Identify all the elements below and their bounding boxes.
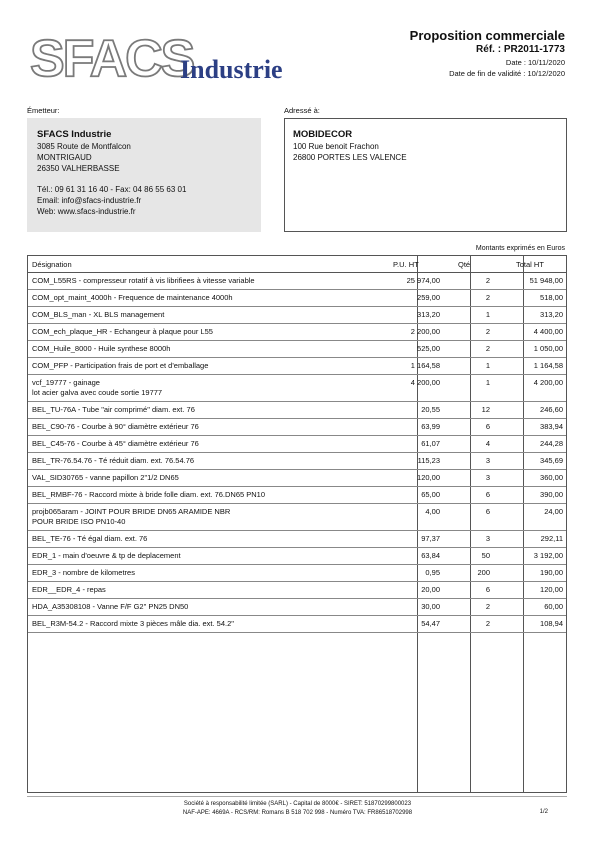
row-designation <box>28 582 394 598</box>
row-total: 292,11 <box>540 534 563 543</box>
row-unit-price: 20,00 <box>421 585 440 594</box>
validity-date: Date de fin de validité : 10/12/2020 <box>449 69 565 78</box>
designation-line: BEL_RMBF-76 - Raccord mixte à bride folle diam. ext. 76.DN65 PN10 <box>32 490 266 499</box>
row-total: 518,00 <box>540 293 563 302</box>
header-designation: Désignation <box>32 260 72 269</box>
row-unit-price: 54,47 <box>421 619 440 628</box>
row-designation <box>28 436 394 452</box>
table-row <box>28 504 566 531</box>
row-quantity: 1 <box>485 310 490 319</box>
table-row <box>28 436 566 453</box>
row-unit-price: 63,84 <box>421 551 440 560</box>
header-total: Total HT <box>516 260 544 269</box>
row-total: 60,00 <box>544 602 563 611</box>
header-qte: Qté <box>458 260 471 269</box>
row-total: 3 192,00 <box>533 551 563 560</box>
designation-line: COM_L55RS - compresseur rotatif à vis librifiees à vitesse variable <box>32 276 255 285</box>
document-header <box>410 28 565 79</box>
table-row <box>28 341 566 358</box>
row-total: 1 164,58 <box>533 361 563 370</box>
designation-line: BEL_TR-76.54.76 - Té réduit diam. ext. 76.54.76 <box>32 456 195 465</box>
row-designation <box>28 419 394 435</box>
row-unit-price: 20,55 <box>421 405 440 414</box>
row-quantity: 6 <box>485 490 490 499</box>
designation-line: projb065aram - JOINT POUR BRIDE DN65 ARAMIDE NBR <box>32 507 231 516</box>
table-row <box>28 375 566 402</box>
destinataire-box <box>284 118 567 232</box>
table-row <box>28 470 566 487</box>
designation-line: COM_PFP - Participation frais de port et d'emballage <box>32 361 209 370</box>
row-total: 120,00 <box>540 585 563 594</box>
designation-line: COM_opt_maint_4000h - Frequence de maintenance 4000h <box>32 293 233 302</box>
footer-line2: NAF-APE: 4669A - RCS/RM: Romans B 518 702 998 - Numéro TVA: FR86518702998 <box>182 810 413 816</box>
table-row <box>28 307 566 324</box>
designation-line: BEL_TE-76 - Té égal diam. ext. 76 <box>32 534 148 543</box>
designation-line: BEL_R3M-54.2 - Raccord mixte 3 pièces mâle dia. ext. 54.2" <box>32 619 234 628</box>
company-logo <box>30 30 320 88</box>
row-designation <box>28 358 394 374</box>
table-row <box>28 358 566 375</box>
emetteur-name: SFACS Industrie <box>37 129 112 140</box>
row-quantity: 2 <box>485 344 490 353</box>
table-row <box>28 290 566 307</box>
row-unit-price: 2 200,00 <box>410 327 440 336</box>
destinataire-address2: 26800 PORTES LES VALENCE <box>293 153 407 162</box>
row-designation <box>28 307 394 323</box>
currency-note: Montants exprimés en Euros <box>475 245 565 252</box>
row-designation <box>28 324 394 340</box>
designation-detail: lot acier galva avec coude sortie 19777 <box>32 388 163 397</box>
designation-line: EDR_3 - nombre de kilometres <box>32 568 135 577</box>
row-designation <box>28 402 394 418</box>
row-quantity: 2 <box>485 327 490 336</box>
row-unit-price: 65,00 <box>421 490 440 499</box>
items-table <box>27 255 567 793</box>
designation-detail: POUR BRIDE ISO PN10-40 <box>32 517 126 526</box>
row-total: 51 948,00 <box>529 276 563 285</box>
row-quantity: 2 <box>485 619 490 628</box>
row-total: 4 200,00 <box>533 378 563 387</box>
logo-suffix: Industrie <box>180 55 283 84</box>
table-row <box>28 487 566 504</box>
row-quantity: 6 <box>485 585 490 594</box>
emetteur-email: Email: info@sfacs-industrie.fr <box>37 196 142 205</box>
row-total: 244,28 <box>540 439 563 448</box>
row-designation <box>28 273 394 289</box>
row-total: 246,60 <box>540 405 563 414</box>
row-quantity: 1 <box>485 361 490 370</box>
row-unit-price: 313,20 <box>417 310 440 319</box>
row-total: 360,00 <box>540 473 563 482</box>
emetteur-box <box>27 118 261 232</box>
page-number: 1/2 <box>539 809 548 815</box>
emetteur-web: Web: www.sfacs-industrie.fr <box>37 207 136 216</box>
row-unit-price: 120,00 <box>417 473 440 482</box>
row-quantity: 2 <box>485 293 490 302</box>
row-designation <box>28 599 394 615</box>
destinataire-address1: 100 Rue benoit Frachon <box>293 142 379 151</box>
table-row <box>28 616 566 633</box>
emetteur-address3: 26350 VALHERBASSE <box>37 164 120 173</box>
table-row <box>28 531 566 548</box>
row-total: 383,94 <box>540 422 563 431</box>
row-total: 345,69 <box>540 456 563 465</box>
row-total: 4 400,00 <box>533 327 563 336</box>
footer-line1: Société à responsabilité limitée (SARL) - Capital de 8000€ - SIRET: 51870299800023 <box>183 801 412 807</box>
table-header <box>28 256 566 273</box>
row-unit-price: 259,00 <box>417 293 440 302</box>
designation-line: COM_Huile_8000 - Huile synthese 8000h <box>32 344 171 353</box>
row-designation <box>28 290 394 306</box>
row-unit-price: 25 974,00 <box>406 276 440 285</box>
destinataire-label: Adressé à: <box>284 106 320 115</box>
row-unit-price: 525,00 <box>417 344 440 353</box>
row-total: 190,00 <box>540 568 563 577</box>
destinataire-name: MOBIDECOR <box>293 129 353 140</box>
row-quantity: 6 <box>485 507 490 516</box>
row-quantity: 2 <box>485 602 490 611</box>
row-quantity: 12 <box>481 405 490 414</box>
designation-line: BEL_C90-76 - Courbe à 90° diamètre extérieur 76 <box>32 422 199 431</box>
row-unit-price: 4 200,00 <box>410 378 440 387</box>
document-title: Proposition commerciale <box>409 28 565 43</box>
row-quantity: 4 <box>485 439 490 448</box>
designation-line: vcf_19777 - gainage <box>32 378 100 387</box>
document-date: Date : 10/11/2020 <box>505 58 565 67</box>
logo-brand: SFACS <box>30 30 194 88</box>
row-quantity: 3 <box>485 456 490 465</box>
designation-line: EDR_1 - main d'oeuvre & tp de deplacement <box>32 551 181 560</box>
row-total: 1 050,00 <box>533 344 563 353</box>
table-row <box>28 324 566 341</box>
row-designation <box>28 341 394 357</box>
table-row <box>28 273 566 290</box>
document-ref: Réf. : PR2011-1773 <box>476 44 565 55</box>
row-total: 313,20 <box>540 310 563 319</box>
row-unit-price: 0,95 <box>425 568 440 577</box>
emetteur-label: Émetteur: <box>27 106 60 115</box>
row-unit-price: 4,00 <box>425 507 440 516</box>
emetteur-address2: MONTRIGAUD <box>37 153 92 162</box>
row-quantity: 2 <box>485 276 490 285</box>
table-row <box>28 582 566 599</box>
row-quantity: 50 <box>481 551 490 560</box>
row-designation <box>28 531 394 547</box>
row-designation <box>28 548 394 564</box>
table-row <box>28 402 566 419</box>
designation-line: BEL_C45-76 - Courbe à 45° diamètre extérieur 76 <box>32 439 199 448</box>
row-quantity: 6 <box>485 422 490 431</box>
row-quantity: 200 <box>477 568 490 577</box>
row-designation <box>28 616 394 632</box>
table-row <box>28 548 566 565</box>
designation-line: VAL_SID30765 - vanne papillon 2"1/2 DN65 <box>32 473 179 482</box>
designation-line: COM_ech_plaque_HR - Echangeur à plaque pour L55 <box>32 327 213 336</box>
table-body <box>28 273 566 633</box>
row-designation <box>28 487 394 503</box>
table-row <box>28 453 566 470</box>
row-designation <box>28 375 394 401</box>
row-designation <box>28 504 394 530</box>
emetteur-address1: 3085 Route de Montfalcon <box>37 142 131 151</box>
header-pu: P.U. HT <box>393 260 419 269</box>
row-total: 108,94 <box>540 619 563 628</box>
row-quantity: 3 <box>485 473 490 482</box>
table-row <box>28 565 566 582</box>
row-quantity: 1 <box>485 378 490 387</box>
row-designation <box>28 565 394 581</box>
designation-line: EDR__EDR_4 - repas <box>32 585 106 594</box>
emetteur-phone: Tél.: 09 61 31 16 40 - Fax: 04 86 55 63 01 <box>37 185 187 194</box>
row-total: 24,00 <box>544 507 563 516</box>
footer-divider <box>27 796 567 797</box>
row-unit-price: 1 164,58 <box>410 361 440 370</box>
designation-line: HDA_A35308108 - Vanne F/F G2" PN25 DN50 <box>32 602 189 611</box>
row-unit-price: 30,00 <box>421 602 440 611</box>
table-row <box>28 599 566 616</box>
designation-line: BEL_TU-76A - Tube "air comprimé" diam. ext. 76 <box>32 405 195 414</box>
row-total: 390,00 <box>540 490 563 499</box>
designation-line: COM_BLS_man - XL BLS management <box>32 310 165 319</box>
row-unit-price: 115,23 <box>417 456 440 465</box>
row-unit-price: 97,37 <box>421 534 440 543</box>
row-designation <box>28 453 394 469</box>
row-quantity: 3 <box>485 534 490 543</box>
row-unit-price: 63,99 <box>421 422 440 431</box>
row-designation <box>28 470 394 486</box>
row-unit-price: 61,07 <box>421 439 440 448</box>
legal-footer <box>0 800 595 818</box>
table-row <box>28 419 566 436</box>
